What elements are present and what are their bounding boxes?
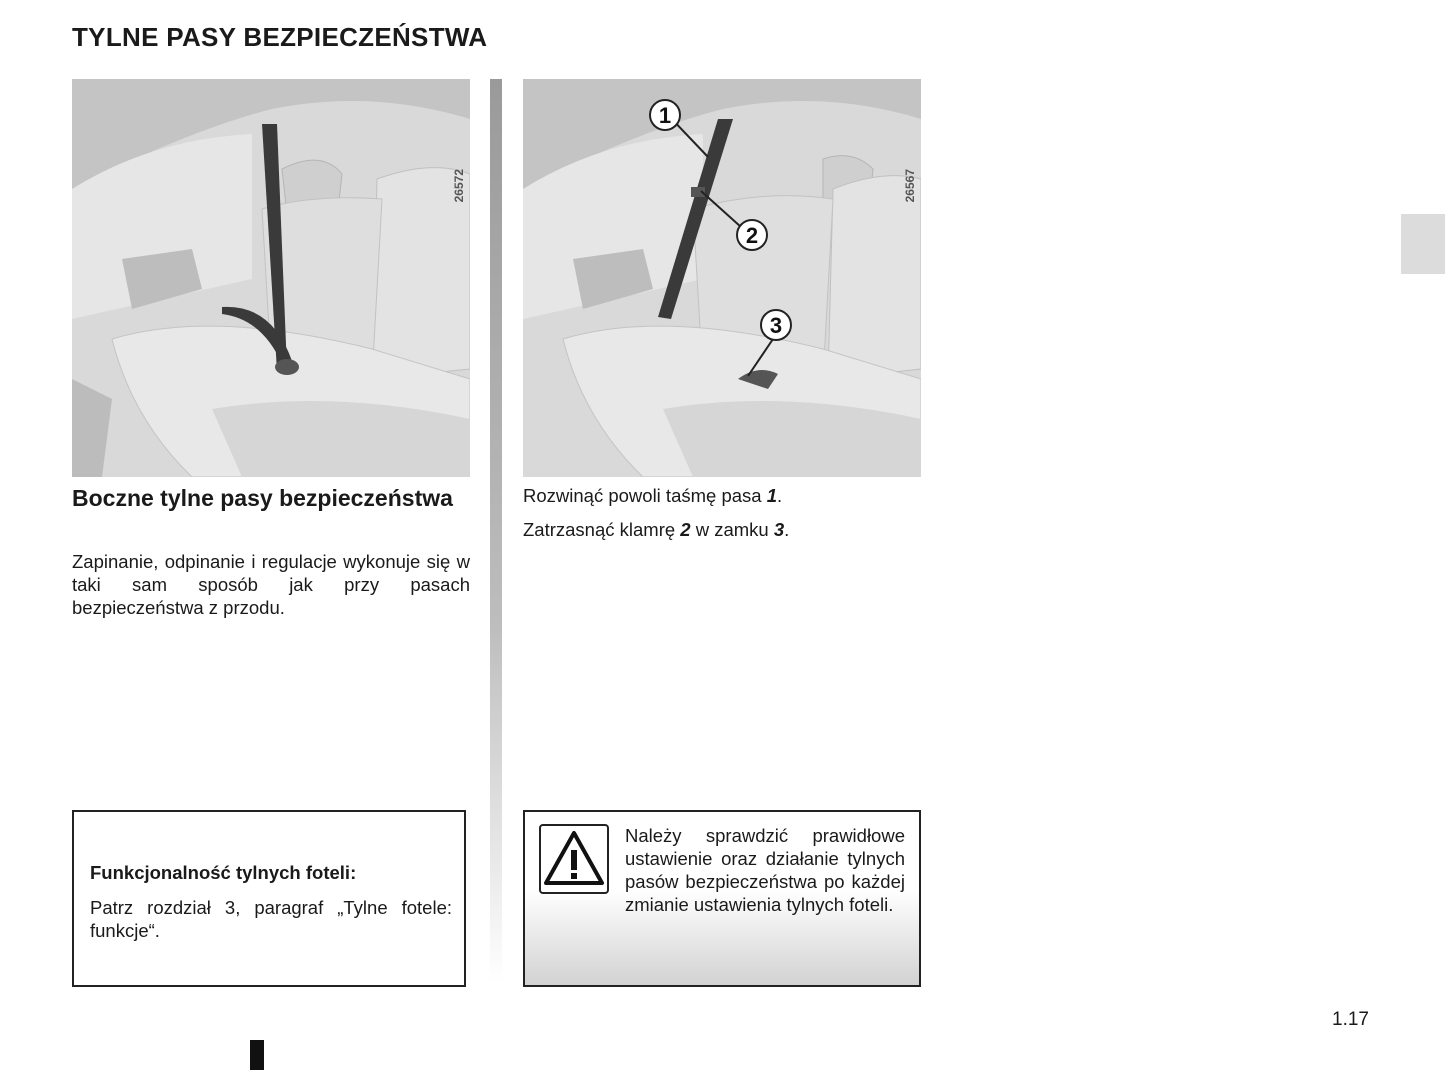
step-2-suffix: .: [784, 519, 790, 540]
section-heading: Boczne tylne pasy bezpieczeństwa: [72, 485, 453, 511]
info-box-text: Patrz rozdział 3, paragraf „Tylne fotele: funkcje“.: [90, 897, 452, 941]
step-1-suffix: .: [777, 485, 783, 506]
warning-text-content: Należy sprawdzić prawidłowe ustawienie oraz działanie tylnych pasów bezpieczeństwa po każdej zmianie ustawienia tylnych foteli.: [625, 825, 905, 915]
callout-1: [650, 100, 680, 130]
info-box-heading: Funkcjonalność tylnych foteli:: [90, 862, 357, 883]
photo-reference-code: 26572: [452, 169, 466, 203]
callout-2: [737, 220, 767, 250]
step-1-text: Rozwinąć powoli taśmę pasa: [523, 485, 767, 506]
step-2-ref-lock: 3: [773, 519, 785, 540]
section-paragraph: Zapinanie, odpinanie i regulacje wykonuje się w taki sam sposób jak przy pasach bezpieczeństwa z przodu.: [72, 551, 470, 618]
step-2-text: Zatrzasnąć klamrę: [523, 519, 681, 540]
warning-text: [541, 824, 905, 916]
step-2-text-mid: w zamku: [690, 519, 774, 540]
print-mark: [250, 1040, 264, 1070]
step-2-ref-buckle: 2: [680, 519, 691, 540]
rear-seat-photo-left: [72, 79, 470, 477]
page-title: TYLNE PASY BEZPIECZEŃSTWA: [72, 22, 488, 52]
rear-seat-photo-right: [523, 79, 921, 477]
page-number: 1.17: [1332, 1009, 1369, 1030]
callout-1-label: 1: [658, 103, 672, 128]
chapter-tab: [1401, 214, 1445, 274]
instruction-step-1: [523, 484, 921, 507]
callout-3: [761, 310, 791, 340]
column-divider: [490, 79, 502, 984]
callout-3-label: 3: [769, 313, 783, 338]
photo-reference-code: 26567: [903, 169, 917, 203]
warning-box: [523, 810, 921, 987]
info-box: [72, 810, 466, 987]
rear-seat-illustration: [72, 79, 470, 477]
callout-2-label: 2: [745, 223, 759, 248]
instruction-step-2: [523, 518, 921, 541]
rear-seat-belt-diagram: [523, 79, 921, 477]
step-1-ref: 1: [766, 485, 777, 506]
